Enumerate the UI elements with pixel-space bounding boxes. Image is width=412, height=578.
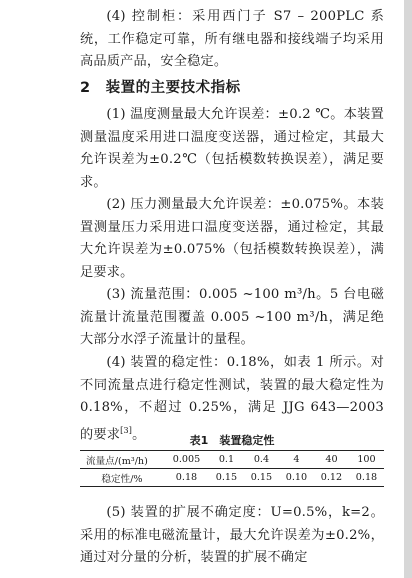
table-cell: 0.15 [244,469,279,487]
table-cell: 0.15 [209,469,244,487]
paragraph-control-cabinet: (4) 控制柜：采用西门子 S7 – 200PLC 系统，工作稳定可靠，所有继电器和接线端子均采用高品质产品，安全稳定。 [80,9,384,69]
table-row-label: 稳定性/% [80,469,164,487]
table-cell: 100 [349,451,384,469]
table-cell: 4 [279,451,314,469]
stability-text: (4) 装置的稳定性：0.18%，如表 1 所示。对不同流量点进行稳定性测试，装置的最大稳定性为 0.18%，不超过 0.25%，满足 JJG 643—2003 的要求 [80,355,384,442]
table-title: 表1 装置稳定性 [189,434,275,447]
section-heading: 2 装置的主要技术指标 [80,80,241,96]
table-row [80,469,384,487]
table-row-label: 流量点/(m³/h) [80,451,164,469]
citation-ref: [3] [120,425,133,435]
stability-end: 。 [132,426,146,442]
paragraph-temperature-error: (1) 温度测量最大允许误差：±0.2 ℃。本装置测量温度采用进口温度变送器，通过检定，其最大允许误差为±0.2℃（包括模数转换误差），满足要求。 [80,107,384,190]
table-cell: 0.12 [314,469,349,487]
table-cell: 40 [314,451,349,469]
table-cell: 0.10 [279,469,314,487]
table-cell: 0.1 [209,451,244,469]
table-cell: 0.18 [349,469,384,487]
table-cell: 0.005 [164,451,209,469]
table-row [80,451,384,469]
paragraph-uncertainty: (5) 装置的扩展不确定度：U=0.5%，k=2。采用的标准电磁流量计，最大允许误差为±0.2%，通过对分量的分析，装置的扩展不确定 [80,505,384,565]
stability-table [80,450,384,487]
paragraph-flow-range: (3) 流量范围：0.005 ~100 m³/h。5 台电磁流量计流量范围覆盖 0.005 ~100 m³/h，满足绝大部分水浮子流量计的量程。 [80,287,384,347]
table-cell: 0.4 [244,451,279,469]
paragraph-pressure-error: (2) 压力测量最大允许误差：±0.075%。本装置测量压力采用进口温度变送器，通过检定，其最大允许误差为±0.075%（包括模数转换误差），满足要求。 [80,197,384,280]
table-cell: 0.18 [164,469,209,487]
page-edge [404,0,412,578]
